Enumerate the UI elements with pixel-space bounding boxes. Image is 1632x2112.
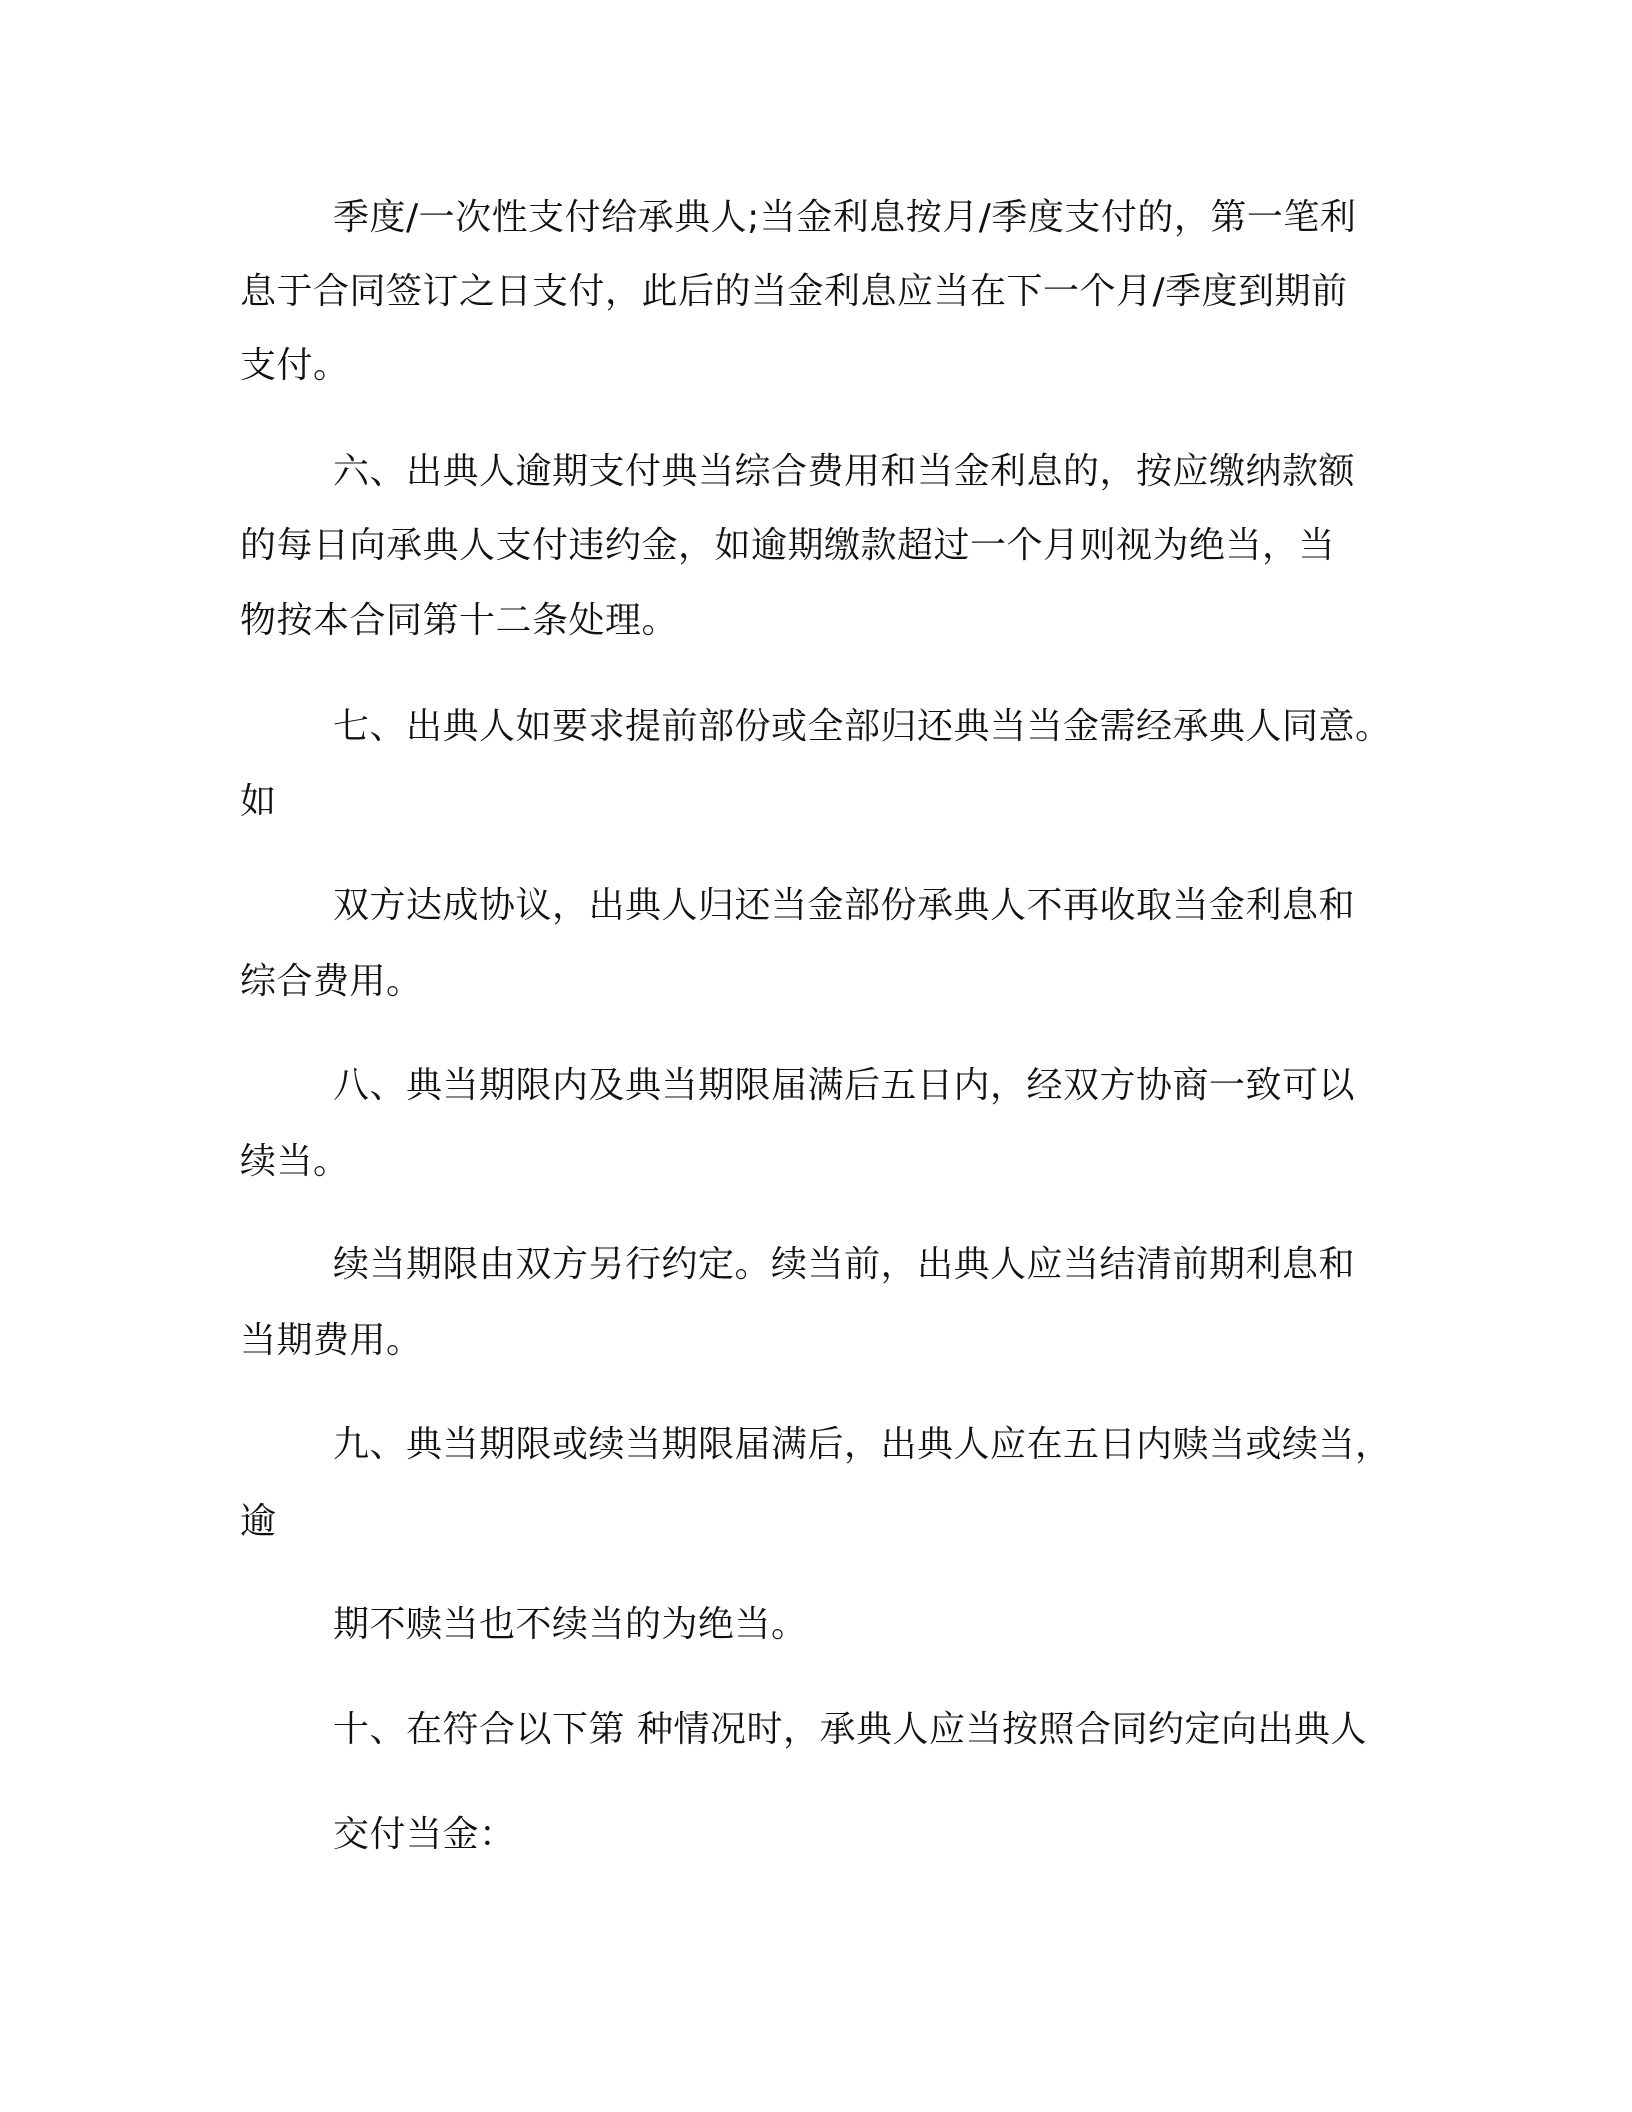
text-line: 综合费用。: [240, 961, 423, 1002]
text-line: 八、典当期限内及典当期限届满后五日内，经双方协商一致可以: [333, 1065, 1356, 1106]
text-line: 七、出典人如要求提前部份或全部归还典当当金需经承典人同意。: [333, 706, 1392, 747]
text-line: 季度/一次性支付给承典人;当金利息按月/季度支付的，第一笔利: [333, 197, 1357, 238]
text-line: 期不赎当也不续当的为绝当。: [333, 1604, 808, 1645]
text-line: 逾: [240, 1501, 277, 1542]
text-line: 交付当金：: [333, 1814, 516, 1855]
text-line: 续当。: [240, 1141, 350, 1182]
text-line: 的每日向承典人支付违约金，如逾期缴款超过一个月则视为绝当，当: [240, 525, 1336, 566]
text-line: 如: [240, 781, 277, 822]
text-line: 当期费用。: [240, 1320, 423, 1361]
text-line: 九、典当期限或续当期限届满后，出典人应在五日内赎当或续当，: [333, 1424, 1392, 1465]
text-line: 续当期限由双方另行约定。续当前，出典人应当结清前期利息和: [333, 1244, 1356, 1285]
text-line: 十、在符合以下第 种情况时，承典人应当按照合同约定向出典人: [333, 1709, 1367, 1750]
text-line: 息于合同签订之日支付，此后的当金利息应当在下一个月/季度到期前: [240, 271, 1348, 312]
text-line: 双方达成协议，出典人归还当金部份承典人不再收取当金利息和: [333, 885, 1356, 926]
text-line: 支付。: [240, 345, 350, 386]
text-line: 六、出典人逾期支付典当综合费用和当金利息的，按应缴纳款额: [333, 451, 1356, 492]
text-line: 物按本合同第十二条处理。: [240, 600, 679, 641]
